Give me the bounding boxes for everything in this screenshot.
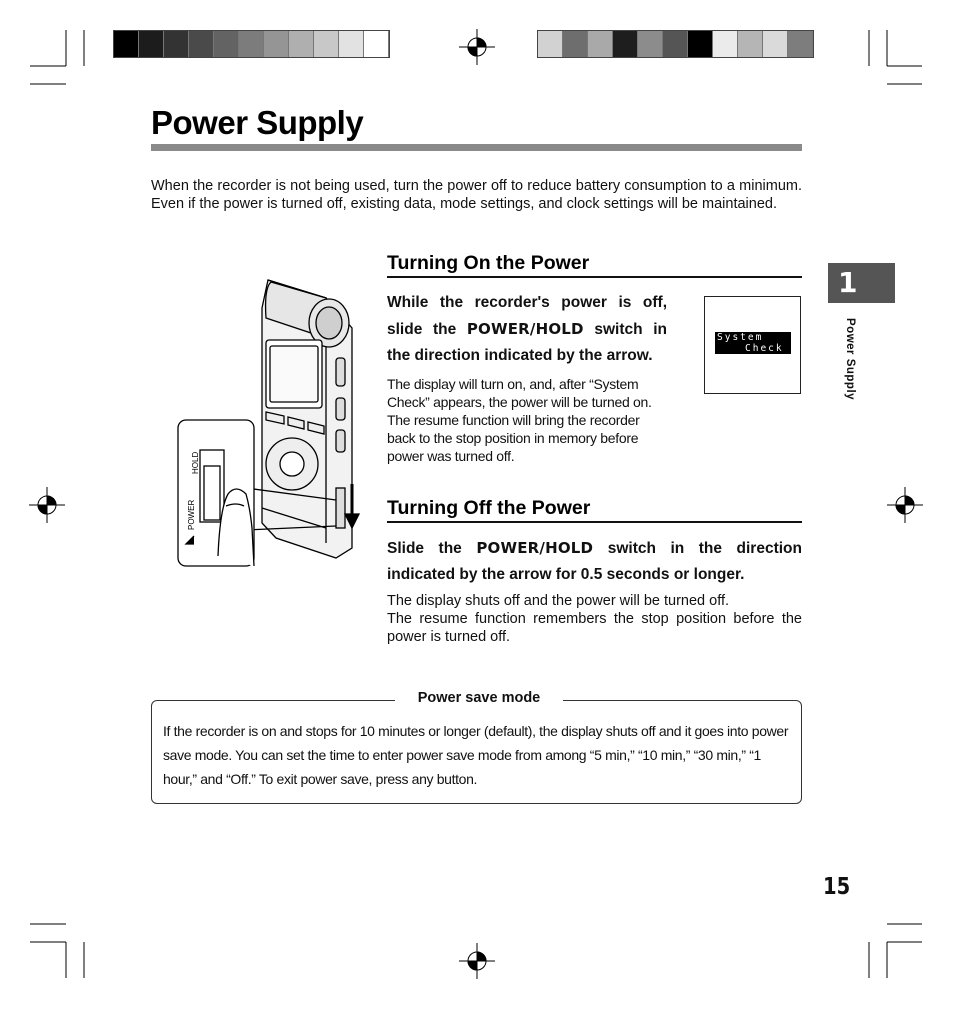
display-illustration — [704, 296, 801, 394]
color-swatch — [214, 31, 239, 57]
switch-label-hold: HOLD — [191, 451, 200, 474]
lcd-line-1: System — [717, 332, 764, 343]
recorder-illustration — [176, 268, 372, 568]
color-swatch — [738, 31, 763, 57]
color-swatch — [239, 31, 264, 57]
turning-off-body-2: The resume function remembers the stop position before the power is turned off. — [387, 611, 802, 645]
color-swatch — [688, 31, 713, 57]
color-swatch — [588, 31, 613, 57]
turning-on-instruction — [387, 290, 667, 369]
turning-off-body-1: The display shuts off and the power will be turned off. — [387, 593, 730, 609]
color-swatch — [538, 31, 563, 57]
turning-on-lead-2: switch in the direction indicated by the arrow. — [387, 321, 667, 364]
turning-off-lead-1: Slide the — [387, 540, 462, 557]
heading-rule-on — [387, 276, 802, 278]
color-swatch — [289, 31, 314, 57]
color-swatch — [638, 31, 663, 57]
heading-turning-off: Turning Off the Power — [387, 497, 591, 519]
page-number: 15 — [823, 874, 851, 900]
turning-off-lead-2: switch in the direction indicated by the arrow for 0.5 seconds or longer. — [387, 540, 802, 583]
switch-name: POWER/HOLD — [476, 539, 594, 557]
switch-label-power: POWER — [187, 499, 196, 530]
title-underline — [151, 144, 802, 151]
turning-off-instruction — [387, 535, 802, 588]
color-swatch — [139, 31, 164, 57]
lcd-screen — [715, 332, 791, 354]
turning-off-body — [387, 592, 802, 646]
turning-on-lead-1: While the recorder's power is off, slide the — [387, 294, 667, 338]
color-swatch — [339, 31, 364, 57]
color-swatch — [364, 31, 389, 57]
color-swatch — [713, 31, 738, 57]
switch-name: POWER/HOLD — [466, 320, 584, 338]
color-swatch — [314, 31, 339, 57]
lcd-line-2: Check — [745, 343, 784, 354]
color-calibration-bar-left — [113, 30, 390, 58]
color-calibration-bar-right — [537, 30, 814, 58]
power-save-title: Power save mode — [395, 690, 563, 706]
color-swatch — [663, 31, 688, 57]
color-swatch — [264, 31, 289, 57]
side-section-label: Power Supply — [844, 318, 856, 401]
color-swatch — [613, 31, 638, 57]
intro-paragraph: When the recorder is not being used, turn the power off to reduce battery consumption to a minimum. Even if the power is turned off, existing data, mode settings, and clock settings will be maintained. — [151, 178, 802, 212]
color-swatch — [563, 31, 588, 57]
heading-rule-off — [387, 521, 802, 523]
color-swatch — [189, 31, 214, 57]
color-swatch — [114, 31, 139, 57]
color-swatch — [788, 31, 813, 57]
page-title: Power Supply — [151, 104, 364, 141]
color-swatch — [164, 31, 189, 57]
turning-on-body: The display will turn on, and, after “System Check” appears, the power will be turned on. The resume function will bring the recorder back to the stop position in memory before power was turned off. — [387, 376, 652, 464]
color-swatch — [763, 31, 788, 57]
power-save-text: If the recorder is on and stops for 10 minutes or longer (default), the display shuts off and it goes into power save mode. You can set the time to enter power save mode from among “5 min,” “10 min,” “30 min,” “1 hour,” and “Off.” To exit power save, press any button. — [163, 723, 789, 787]
heading-turning-on: Turning On the Power — [387, 252, 590, 274]
chapter-tab: 1 — [828, 263, 895, 303]
